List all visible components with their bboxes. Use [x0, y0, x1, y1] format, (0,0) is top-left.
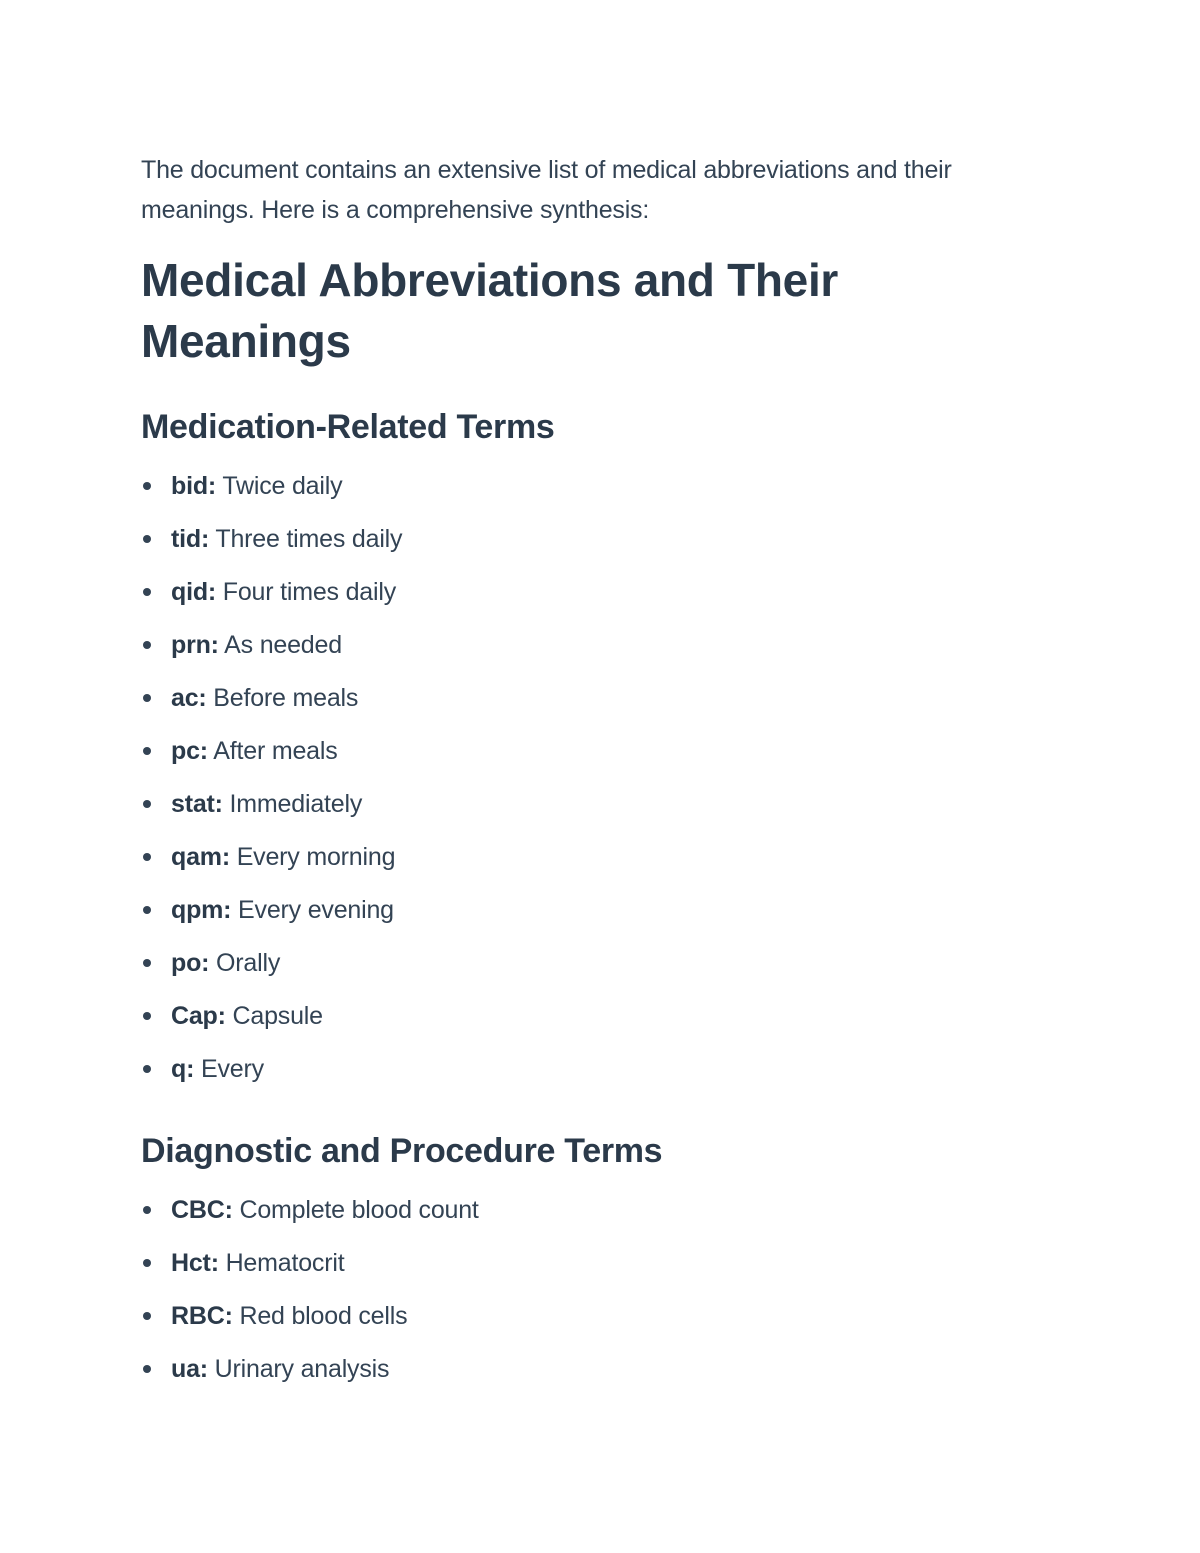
- term-meaning: Every morning: [229, 843, 396, 871]
- term-abbreviation: qam: [171, 843, 222, 871]
- intro-paragraph: The document contains an extensive list of medical abbreviations and their meanings. Here is a comprehensive synthesis:: [141, 156, 952, 224]
- term-colon: :: [224, 1302, 233, 1330]
- list-item: [141, 736, 1041, 789]
- term-colon: :: [223, 896, 232, 924]
- term-meaning: Capsule: [225, 1002, 323, 1030]
- term-abbreviation: stat: [171, 790, 215, 818]
- bullet-icon: [143, 694, 151, 702]
- term-abbreviation: CBC: [171, 1196, 225, 1224]
- term-abbreviation: qpm: [171, 896, 224, 924]
- term-meaning: Immediately: [222, 790, 363, 818]
- term-meaning: Urinary analysis: [207, 1355, 390, 1383]
- bullet-icon: [143, 853, 151, 861]
- term-colon: :: [210, 1249, 219, 1277]
- term-colon: :: [214, 790, 223, 818]
- list-item: [141, 1301, 1041, 1354]
- term-abbreviation: Hct: [171, 1249, 211, 1277]
- list-item: [141, 1248, 1041, 1301]
- term-colon: :: [201, 949, 210, 977]
- list-item: [141, 1354, 1041, 1407]
- list-item: [141, 842, 1041, 895]
- term-meaning: Before meals: [206, 684, 359, 712]
- term-abbreviation: po: [171, 949, 202, 977]
- term-meaning: Complete blood count: [232, 1196, 479, 1224]
- bullet-icon: [143, 906, 151, 914]
- term-colon: :: [199, 737, 208, 765]
- diagnostic-terms-list: [141, 1195, 1041, 1407]
- document-title: Medical Abbreviations and Their Meanings: [141, 254, 839, 367]
- list-item: [141, 895, 1041, 948]
- term-colon: :: [207, 472, 217, 500]
- list-item: [141, 1001, 1041, 1054]
- term-meaning: After meals: [207, 737, 338, 765]
- bullet-icon: [143, 482, 151, 490]
- term-abbreviation: q: [171, 1055, 187, 1083]
- term-abbreviation: bid: [171, 472, 208, 500]
- list-item: [141, 789, 1041, 842]
- bullet-icon: [143, 588, 151, 596]
- list-item: [141, 948, 1041, 1001]
- bullet-icon: [143, 1312, 151, 1320]
- bullet-icon: [143, 1206, 151, 1214]
- term-abbreviation: RBC: [171, 1302, 225, 1330]
- bullet-icon: [143, 959, 151, 967]
- term-abbreviation: ua: [171, 1355, 200, 1383]
- term-abbreviation: tid: [171, 525, 201, 553]
- section-heading-medication: Medication-Related Terms: [141, 408, 555, 446]
- term-meaning: As needed: [218, 631, 342, 659]
- term-colon: :: [200, 525, 210, 553]
- term-colon: :: [186, 1055, 195, 1083]
- term-colon: :: [224, 1196, 233, 1224]
- term-abbreviation: pc: [171, 737, 200, 765]
- term-meaning: Hematocrit: [218, 1249, 345, 1277]
- term-meaning: Four times daily: [216, 578, 397, 606]
- term-colon: :: [210, 631, 219, 659]
- document-page: [141, 150, 1041, 1407]
- list-item: [141, 471, 1041, 524]
- term-meaning: Orally: [209, 949, 281, 977]
- list-item: [141, 577, 1041, 630]
- bullet-icon: [143, 641, 151, 649]
- list-item: [141, 1195, 1041, 1248]
- medication-terms-list: [141, 471, 1041, 1107]
- term-meaning: Red blood cells: [232, 1302, 408, 1330]
- term-abbreviation: ac: [171, 684, 199, 712]
- term-abbreviation: Cap: [171, 1002, 218, 1030]
- term-abbreviation: prn: [171, 631, 211, 659]
- term-colon: :: [199, 1355, 208, 1383]
- term-colon: :: [207, 578, 217, 606]
- bullet-icon: [143, 800, 151, 808]
- term-colon: :: [217, 1002, 226, 1030]
- bullet-icon: [143, 1365, 151, 1373]
- section-heading-diagnostic: Diagnostic and Procedure Terms: [141, 1132, 663, 1170]
- bullet-icon: [143, 747, 151, 755]
- term-meaning: Every: [194, 1055, 264, 1083]
- term-colon: :: [221, 843, 230, 871]
- term-meaning: Every evening: [231, 896, 394, 924]
- term-meaning: Three times daily: [209, 525, 403, 553]
- term-abbreviation: qid: [171, 578, 208, 606]
- bullet-icon: [143, 1065, 151, 1073]
- bullet-icon: [143, 1259, 151, 1267]
- list-item: [141, 1054, 1041, 1107]
- bullet-icon: [143, 1012, 151, 1020]
- term-meaning: Twice daily: [216, 472, 343, 500]
- list-item: [141, 683, 1041, 736]
- list-item: [141, 630, 1041, 683]
- term-colon: :: [198, 684, 207, 712]
- list-item: [141, 524, 1041, 577]
- bullet-icon: [143, 535, 151, 543]
